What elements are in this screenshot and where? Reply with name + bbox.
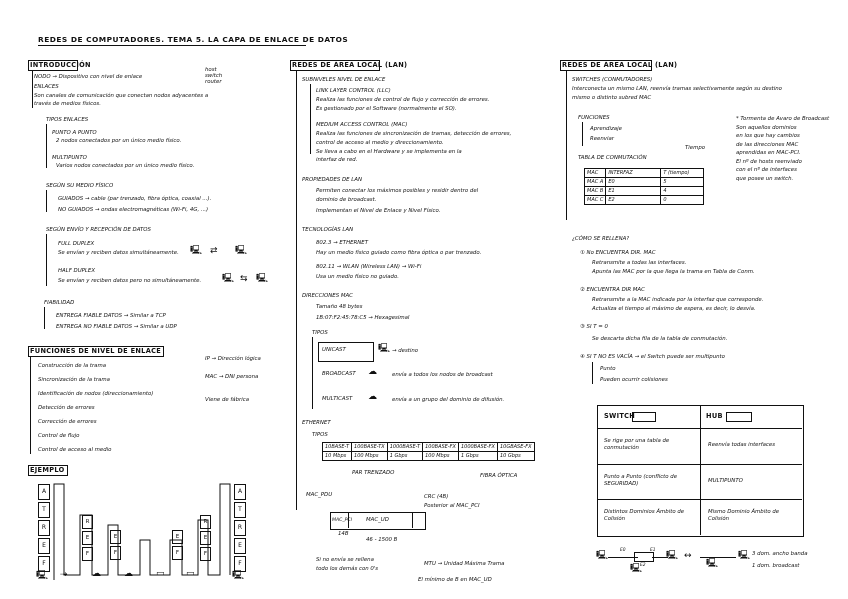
unicast-desc: → destino — [392, 348, 419, 354]
direcciones-mac: DIRECCIONES MAC — [302, 293, 353, 299]
arrow-both-icon: ⇆ — [240, 274, 248, 284]
props-desc-3: Implementan el Nivel de Enlace y Nivel Físico. — [316, 208, 441, 214]
table-cell: 10 Gbps — [497, 452, 534, 461]
enlaces-desc-1: Son canales de comunicación que conectan nodos adyacentes a — [34, 93, 209, 99]
arrow-both-icon: ↔ — [684, 551, 692, 561]
stack-layer-box: E — [234, 538, 246, 554]
switch-icon: ⇢ — [60, 570, 68, 580]
note-line: en los que hay cambios — [736, 133, 800, 139]
unicast: UNICAST — [322, 347, 346, 353]
lan-heading-box — [290, 60, 380, 71]
lan2-heading-box — [560, 60, 652, 71]
table-cell: E2 — [606, 196, 661, 205]
funcion-item: Identificación de nodos (direccionamiento) — [38, 391, 154, 397]
note-line: de las direcciones MAC — [736, 141, 799, 148]
table-cell: 1000BASE-T — [387, 443, 422, 452]
step-2-desc-1: Retransmite a la MAC indicada por la interfaz que corresponde. — [592, 297, 764, 303]
note-line: que posee un switch. — [736, 175, 794, 182]
funcion-item: Sincronización de la trama — [38, 377, 110, 383]
switch-glyph — [632, 412, 656, 422]
table-cell: 1 Gbps — [458, 452, 497, 461]
stack-layer-box: R — [200, 515, 211, 529]
mac-desc-2: control de acceso al medio y direccionamiento. — [316, 140, 444, 146]
multi-label: MULTIPUNTO — [52, 155, 87, 161]
tree-line — [296, 70, 297, 510]
table-cell: 100 Mbps — [423, 452, 459, 461]
table-row — [585, 178, 704, 187]
fiable: ENTREGA FIABLE DATOS → Similar a TCP — [56, 313, 166, 319]
mac-desc-3: Se lleva a cabo en el Hardware y se implementa en la — [316, 149, 462, 155]
step-1-desc-1: Retransmite a todas las interfaces. — [592, 260, 687, 266]
switch-icon: ▭ — [186, 569, 195, 579]
multi-desc: Varios nodos conectados por un único medio físico. — [56, 163, 195, 169]
step-2-desc-2: Actualiza el tiempo al máximo de espera, es decir, lo desvía. — [592, 306, 756, 312]
stack-layer-box: T — [234, 502, 246, 518]
stack-layer-box: A — [234, 484, 246, 500]
cmp-hub-row-2: MULTIPUNTO — [708, 478, 743, 484]
tree-line — [46, 190, 47, 212]
stack-layer-box: R — [82, 515, 93, 529]
lan-heading: REDES DE ÁREA LOCAL (LAN) — [292, 61, 408, 69]
step-1: ① No ENCUENTRA DIR. MAC — [580, 250, 656, 256]
table-cell: 5 — [661, 178, 704, 187]
hub-glyph — [726, 412, 752, 422]
half-duplex: HALF DUPLEX — [58, 268, 96, 274]
pdu-divider — [412, 512, 413, 528]
tipos-enlaces: TIPOS ENLACES — [46, 117, 89, 123]
eth-tipos: TIPOS — [312, 432, 328, 438]
tecnologias: TECNOLOGÍAS LAN — [302, 227, 354, 233]
par-trenzado: PAR TRENZADO — [352, 470, 395, 476]
title-underline — [38, 45, 306, 46]
full-duplex-desc: Se envían y reciben datos simultáneamente. — [58, 250, 179, 256]
como-se-rellena: ¿CÓMO SE RELLENA? — [572, 236, 630, 242]
tree-line — [592, 362, 593, 384]
mac: MEDIUM ACCESS CONTROL (MAC) — [316, 122, 408, 128]
tree-line — [312, 337, 313, 409]
table-cell: MAC A — [585, 178, 606, 187]
stack-layer-box: F — [172, 546, 183, 560]
table-cell: 100BASE-TX — [352, 443, 388, 452]
arrow-both-icon: ⇄ — [210, 246, 218, 256]
broadcast-desc: envía a todos los nodos de broadcast — [392, 372, 493, 378]
step-2: ② ENCUENTRA DIR MAC — [580, 287, 645, 293]
mac-example: 1B:07:F2:45:78:C5 → Hexagesimal — [316, 315, 410, 321]
tree-line — [566, 70, 567, 220]
pc-icon: 🖳 — [630, 564, 643, 574]
table-row — [585, 187, 704, 196]
funcion-side-ip: IP → Dirección lógica — [205, 356, 261, 362]
funcion-item: Detección de errores — [38, 405, 95, 411]
stack-layer-box: E — [200, 531, 211, 545]
pc-icon: 🖳 — [232, 571, 245, 581]
table-row — [585, 196, 704, 205]
table-cell: T (tiempo) — [661, 169, 704, 178]
stack-layer-box: F — [38, 556, 50, 572]
table-cell: 1000BASE-FX — [458, 443, 497, 452]
switch-table — [584, 168, 704, 205]
half-duplex-desc: Se envían y reciben datos pero no simultáneamente. — [58, 278, 202, 284]
step-3-desc: Se descarta dicha fila de la tabla de conmutación. — [592, 336, 728, 342]
funcion-item: Corrección de errores — [38, 419, 97, 425]
table-row — [323, 443, 535, 452]
table-cell: 10GBASE-FX — [497, 443, 534, 452]
table-cell: INTERFAZ — [606, 169, 661, 178]
stack-layer-box: F — [234, 556, 246, 572]
table-cell: 4 — [661, 187, 704, 196]
comparison-divider — [597, 499, 802, 500]
pc-icon: 🖳 — [666, 551, 679, 561]
segun-envio: SEGÚN ENVÍO Y RECEPCIÓN DE DATOS — [46, 227, 151, 233]
cmp-switch-row-1: Se rige por una tabla de conmutación — [604, 438, 670, 451]
pc-icon: 🖳 — [222, 274, 235, 284]
tabla-conmutacion: TABLA DE CONMUTACIÓN — [578, 155, 647, 161]
tiempo-label: Tiempo — [685, 145, 706, 151]
funcion-item: Control de flujo — [38, 433, 80, 439]
cloud-icon: ☁ — [124, 569, 133, 579]
p2p-label: PUNTO A PUNTO — [52, 130, 97, 136]
tree-line — [46, 124, 47, 168]
note-line: Son aquellos dominios — [736, 124, 797, 131]
pdu-14b: 14B — [338, 531, 349, 537]
tree-line — [46, 234, 47, 286]
pdu-note-2: todo los demás con 0's — [316, 566, 379, 572]
funciones-heading-box — [28, 346, 164, 357]
page-title: REDES DE COMPUTADORES. TEMA 5. LA CAPA DE ENLACE DE DATOS — [38, 35, 349, 44]
intro-heading: INTRODUCCIÓN — [30, 61, 91, 69]
llc: LINK LAYER CONTROL (LLC) — [316, 88, 391, 94]
pdu-crc: CRC (4B) — [424, 494, 449, 500]
no-guiados: NO GUIADOS → ondas electromagnéticas (Wi-Fi, 4G, ...) — [58, 207, 209, 213]
pdu-mtu-size: 46 - 1500 B — [366, 537, 398, 543]
nodo-type-host: host — [205, 67, 217, 73]
no-fiable: ENTREGA NO FIABLE DATOS → Similar a UDP — [56, 324, 177, 330]
switches-desc-1: Interconecta un mismo LAN, reenvía tramas selectivamente según su destino — [572, 86, 782, 92]
stack-layer-box: R — [38, 520, 50, 536]
ejemplo-heading-box — [28, 465, 68, 476]
ethernet-table — [322, 442, 535, 461]
tec-ethernet: 802.3 → ETHERNET — [316, 240, 369, 246]
diag-e0: E0 — [620, 548, 626, 553]
note-line: El nº de hosts reenviado — [736, 158, 802, 165]
table-cell: 1 Gbps — [387, 452, 422, 461]
stack-layer-box: T — [38, 502, 50, 518]
mac-size: Tamaño 48 bytes — [316, 304, 363, 310]
stack-layer-box: F — [82, 547, 93, 561]
enlaces-label: ENLACES — [34, 84, 59, 90]
table-cell: 0 — [661, 196, 704, 205]
mac-tipos: TIPOS — [312, 330, 328, 336]
stack-layer-box: E — [110, 530, 121, 544]
cloud-icon: ☁ — [368, 392, 377, 402]
tec-wlan: 802.11 → WLAN (Wireless LAN) → Wi-Fi — [316, 264, 422, 270]
multicast-desc: envía a un grupo del dominio de difusión. — [392, 397, 505, 403]
tec-ethernet-desc: Hay un medio físico guiado como fibra óptica o par trenzado. — [316, 250, 482, 256]
nodo-def: NODO → Dispositivo con nivel de enlace — [34, 74, 143, 80]
multicast: MULTICAST — [322, 396, 353, 402]
stack-layer-box: E — [82, 531, 93, 545]
cmp-hub-row-1: Reenvía todas interfaces — [708, 442, 776, 448]
cmp-switch-row-2: Punto a Punto (conflicto de SEGURIDAD) — [604, 474, 678, 487]
pdu-min: El mínimo de B en MAC_UD — [418, 577, 492, 583]
table-cell: 10 Mbps — [323, 452, 352, 461]
sw-funciones: FUNCIONES — [578, 115, 610, 121]
p2p-desc: 2 nodos conectados por un único medio físico. — [56, 138, 182, 144]
comparison-divider — [597, 428, 802, 429]
funcion-item: Control de acceso al medio — [38, 447, 112, 453]
pdu-mtu: MTU → Unidad Máxima Trama — [424, 561, 505, 567]
sw-reenviar: Reenviar — [590, 136, 615, 142]
guiados: GUIADOS → cable (par trenzado, fibra óptica, coaxial ...). — [58, 196, 212, 202]
tormenta-note — [736, 115, 829, 183]
tree-line — [310, 84, 311, 154]
stack-layer-box: A — [38, 484, 50, 500]
table-row — [323, 452, 535, 461]
pdu-note-1: Si no envía se rellena — [316, 557, 374, 563]
cloud-icon: ☁ — [92, 569, 101, 579]
funcion-side-mac: MAC → DNI persona — [205, 374, 259, 380]
sw-aprendizaje: Aprendizaje — [590, 126, 622, 132]
table-cell: MAC B — [585, 187, 606, 196]
table-cell: E1 — [606, 187, 661, 196]
ethernet: ETHERNET — [302, 420, 331, 426]
cmp-switch-row-3: Distintos Dominios Ámbito de Colisión — [604, 509, 685, 522]
stack-layer-box: F — [200, 547, 211, 561]
tec-wlan-desc: Usa un medio físico no guiado. — [316, 274, 399, 280]
funciones-heading: FUNCIONES DE NIVEL DE ENLACE — [30, 347, 162, 355]
tree-line — [582, 122, 583, 146]
funcion-item: Construcción de la trama — [38, 363, 107, 369]
bottom-broadcast: 1 dom. broadcast — [752, 563, 800, 569]
stack-layer-box: R — [234, 520, 246, 536]
bottom-ancho-banda: 3 dom. ancho banda — [752, 551, 808, 557]
cloud-icon: ☁ — [368, 367, 377, 377]
pc-icon: 🖳 — [36, 571, 49, 581]
props: PROPIEDADES DE LAN — [302, 177, 363, 183]
pc-icon: 🖳 — [706, 559, 719, 569]
subniveles: SUBNIVELES NIVEL DE ENLACE — [302, 77, 386, 83]
mac-desc-4: interfaz de red. — [316, 157, 358, 163]
pc-icon: 🖳 — [378, 344, 391, 354]
pc-icon: 🖳 — [256, 274, 269, 284]
stack-layer-box: E — [172, 530, 183, 544]
step-1-desc-2: Apunta las MAC por la que llega la trama en Tabla de Conm. — [592, 269, 755, 275]
tree-line — [30, 356, 31, 454]
comparison-divider — [700, 405, 701, 535]
props-desc-2: dominio de broadcast. — [316, 197, 377, 203]
step-4-punto: Punto — [600, 366, 616, 372]
llc-desc-1: Realiza las funciones de control de flujo y corrección de errores. — [316, 97, 490, 103]
mac-desc-1: Realiza las funciones de sincronización de tramas, detección de errores, — [316, 131, 512, 137]
table-cell: 10BASE-T — [323, 443, 352, 452]
props-desc-1: Permiten conectar los máximos posibles y residir dentro del — [316, 188, 479, 194]
segun-medio: SEGÚN SU MEDIO FÍSICO — [46, 183, 114, 189]
lan2-heading: REDES DE ÁREA LOCAL (LAN) — [562, 61, 678, 69]
switches: SWITCHES (CONMUTADORES) — [572, 77, 653, 83]
table-cell: E0 — [606, 178, 661, 187]
pc-icon: 🖳 — [190, 246, 203, 256]
pc-icon: 🖳 — [235, 246, 248, 256]
diag-e1: E1 — [650, 548, 656, 553]
switch-icon: ▭ — [156, 569, 165, 579]
stack-layer-box: F — [110, 546, 121, 560]
note-line: * Tormenta de Avaro de Broadcast — [736, 116, 830, 122]
cmp-hub-row-3: Mismo Dominio Ámbito de Colisión — [708, 509, 780, 522]
table-cell: 100BASE-FX — [423, 443, 459, 452]
table-cell: MAC C — [585, 196, 606, 205]
stack-layer-box: E — [38, 538, 50, 554]
table-row — [585, 169, 704, 178]
cable-line — [700, 557, 736, 558]
switch-col-title: SWITCH — [604, 412, 636, 420]
step-4: ④ SI T NO ES VACÍA → el Switch puede ser multipunto — [580, 354, 725, 360]
nodo-types — [205, 67, 222, 85]
tree-line — [44, 307, 45, 329]
note-line: aprendidas en MAC-PCI. — [736, 150, 801, 156]
fiabilidad: FIABILIDAD — [44, 300, 75, 306]
pdu-pci: MAC_PCI — [332, 518, 352, 523]
nodo-type-switch: switch — [205, 73, 223, 79]
step-4-colisiones: Pueden ocurrir colisiones — [600, 377, 668, 383]
table-cell: MAC — [585, 169, 606, 178]
pc-icon: 🖳 — [738, 551, 751, 561]
enlaces-desc-2: través de medios físicos. — [34, 101, 101, 107]
broadcast: BROADCAST — [322, 371, 356, 377]
full-duplex: FULL DUPLEX — [58, 241, 95, 247]
fibra-optica: FIBRA ÓPTICA — [480, 473, 518, 479]
step-3: ③ SI T = 0 — [580, 324, 608, 330]
intro-heading-box — [28, 60, 78, 71]
funcion-side-fabrica: Viene de fábrica — [205, 397, 250, 403]
pdu-crc-desc: Posterior al MAC_PCI — [424, 503, 480, 509]
pc-icon: 🖳 — [596, 551, 609, 561]
tree-line — [32, 70, 33, 108]
table-cell: 100 Mbps — [352, 452, 388, 461]
hub-col-title: HUB — [706, 412, 723, 420]
note-line: con el nº de interfaces — [736, 167, 797, 173]
switches-desc-2: mismo o distinto subred MAC — [572, 95, 652, 101]
ejemplo-heading: EJEMPLO — [30, 466, 65, 474]
llc-desc-2: Es gestionado por el Software (normalmente el SO). — [316, 106, 457, 112]
comparison-divider — [597, 464, 802, 465]
diag-e2: E2 — [640, 563, 646, 568]
pdu-ud: MAC_UD — [366, 517, 389, 523]
mac-pdu: MAC_PDU — [306, 492, 333, 498]
nodo-type-router: router — [205, 79, 222, 85]
